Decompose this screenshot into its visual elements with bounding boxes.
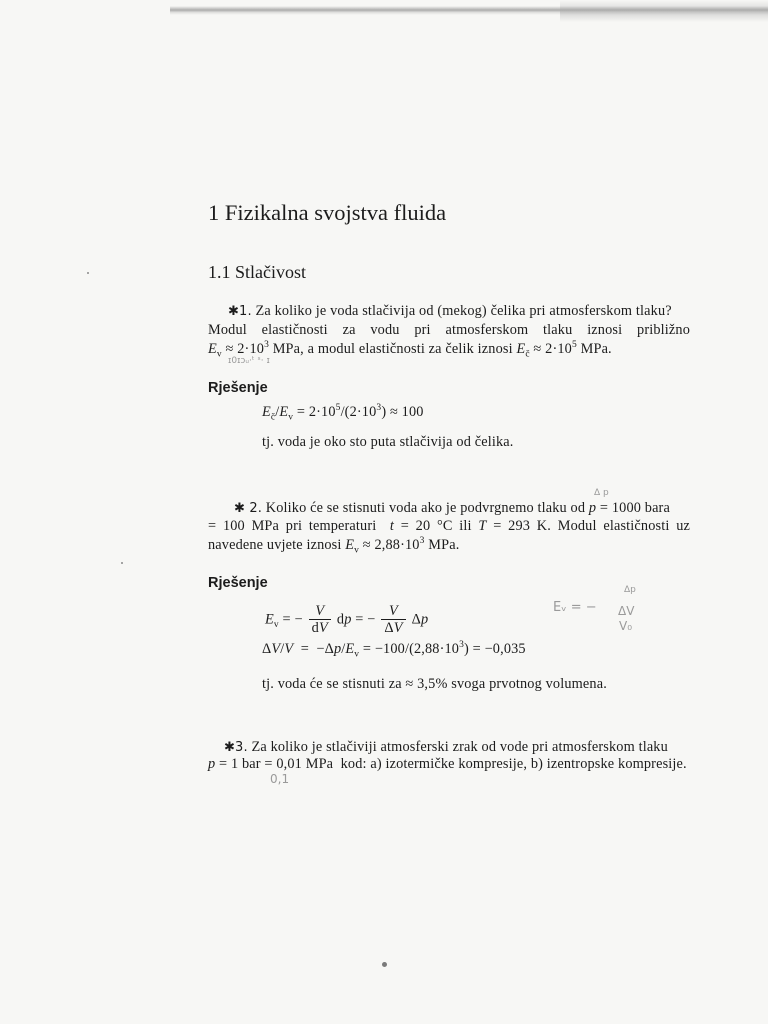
problem2-line1: ✱ 2. Koliko će se stisnuti voda ako je podvrgnemo tlaku od p = 1000 bara xyxy=(234,500,670,516)
solution1-text: tj. voda je oko sto puta stlačivija od čelika. xyxy=(262,434,514,450)
solution2-handnote-mid: ΔV xyxy=(618,604,635,618)
scan-shadow-corner xyxy=(560,0,768,22)
problem3-line1 xyxy=(224,739,668,756)
solution2-equation2: $\Delta V/V = -\Delta p/E_v = -100/(2,88\cdot 10^3) = -0,035$ xyxy=(262,640,526,660)
problem1-line1 xyxy=(228,303,672,320)
solution2-text: tj. voda će se stisnuti za ≈ 3,5% svoga prvotnog volumena. xyxy=(262,676,607,692)
scan-dot xyxy=(382,962,387,967)
problem3-line2: p = 1 bar = 0,01 MPa kod: a) izotermičke kompresije, b) izentropske kompresije. xyxy=(208,756,687,772)
fraction-v-deltav: $\frac{V}{\Delta V}$ xyxy=(381,604,405,636)
section-title: 1.1 Stlačivost xyxy=(208,262,306,282)
problem1-mark: ✱1. xyxy=(228,304,252,319)
scan-speck xyxy=(87,272,89,274)
problem2-line2: = 100 MPa pri temperaturi t = 20 °C ili T = 293 K. Modul elastičnosti uz xyxy=(208,518,690,534)
solution2-label: Rješenje xyxy=(208,575,268,591)
problem1-handwritten-note: ɪ0ɪɔᵤ·ᵗ ˢ· ɪ xyxy=(228,356,270,366)
problem2-handwritten-note: Δ p xyxy=(594,488,609,498)
problem1-text1: Za koliko je voda stlačivija od (mekog) čelika pri atmosferskom tlaku? xyxy=(255,303,672,319)
solution2-handnote-lhs: Eᵥ = − xyxy=(553,600,597,615)
scan-speck xyxy=(121,562,123,564)
chapter-title: 1 Fizikalna svojstva fluida xyxy=(208,200,447,225)
problem3-text1: Za koliko je stlačiviji atmosferski zrak od vode pri atmosferskom tlaku xyxy=(251,739,668,755)
solution1-equation: $E_č/E_v = 2\cdot 10^5/(2\cdot 10^3) \approx 100$ xyxy=(262,403,424,423)
solution1-label: Rješenje xyxy=(208,380,268,396)
problem1-line3: $E_v \approx 2\cdot 10^3$ MPa, a modul elastičnosti za čelik iznosi $E_č \approx 2\cdot 10^5$ MPa. xyxy=(208,340,612,360)
problem3-handwritten-note: 0,1 xyxy=(270,772,290,786)
problem2-line3: navedene uvjete iznosi $E_v \approx 2,88\cdot 10^3$ MPa. xyxy=(208,536,460,556)
fraction-v-dv: $\frac{V}{dV}$ xyxy=(309,604,331,636)
solution2-equation1: $E_v$ = − $\frac{V}{dV}$ dp = − $\frac{V}{\Delta V}$ Δp xyxy=(265,603,429,636)
solution2-handnote-top: Δp xyxy=(624,585,636,595)
problem3-mark: ✱3. xyxy=(224,740,248,755)
problem1-line2: Modul elastičnosti za vodu pri atmosferskom tlaku iznosi približno xyxy=(208,322,690,338)
solution2-handnote-bot: V₀ xyxy=(619,619,633,633)
problem2-mark: ✱ 2. xyxy=(234,501,263,516)
